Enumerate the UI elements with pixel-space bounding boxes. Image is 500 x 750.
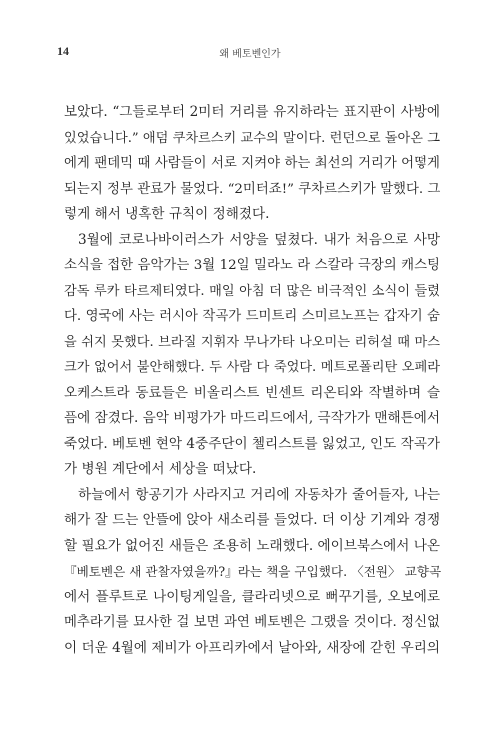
text-line: 이 더운 4월에 제비가 아프리카에서 날아와, 새장에 갇힌 우리의	[64, 639, 440, 656]
text-line: 해가 잘 드는 안뜰에 앉아 새소리를 들었다. 더 이상 기계와 경쟁	[64, 512, 440, 528]
text-line: 있었습니다.” 애덤 쿠차르스키 교수의 말이다. 런던으로 돌아온 그	[64, 130, 440, 146]
text-line: 픔에 잠겼다. 음악 비평가가 마드리드에서, 극작가가 맨해튼에서	[64, 410, 440, 426]
text-line: 『베토벤은 새 관찰자였을까?』라는 책을 구입했다. 〈전원〉 교향곡	[64, 564, 442, 579]
text-line: 소식을 접한 음악가는 3월 12일 밀라노 라 스칼라 극장의 캐스팅	[64, 258, 440, 273]
text-line: 할 필요가 없어진 새들은 조용히 노래했다. 에이브북스에서 나온	[64, 537, 440, 554]
text-line: 하늘에서 항공기가 사라지고 거리에 자동차가 줄어들자, 나는	[78, 486, 440, 503]
text-line: 에서 플루트로 나이팅게일을, 클라리넷으로 뻐꾸기를, 오보에로	[64, 588, 440, 605]
paragraph-1	[64, 100, 440, 228]
text-line: 3월에 코로나바이러스가 서양을 덮쳤다. 내가 처음으로 사망	[78, 231, 440, 248]
text-line: 보았다. “그들로부터 2미터 거리를 유지하라는 표지판이 사방에	[64, 104, 440, 120]
text-line: 감독 루카 타르제티였다. 매일 아침 더 많은 비극적인 소식이 들렸	[64, 283, 440, 299]
paragraph-2	[64, 228, 440, 483]
text-line: 가 병원 계단에서 세상을 떠났다.	[64, 461, 257, 477]
body-text	[64, 100, 440, 661]
text-line: 메추라기를 묘사한 걸 보면 과연 베토벤은 그랬을 것이다. 정신없	[64, 615, 440, 630]
text-line: 을 쉬지 못했다. 브라질 지휘자 무나가타 나오미는 리허설 때 마스	[64, 334, 440, 350]
paragraph-3	[64, 483, 440, 662]
text-line: 오케스트라 동료들은 비올리스트 빈센트 리온티와 작별하며 슬	[64, 384, 440, 401]
page-header	[57, 44, 443, 64]
running-title: 왜 베토벤인가	[219, 49, 281, 60]
page-number: 14	[57, 44, 69, 58]
text-line: 죽었다. 베토벤 현악 4중주단이 첼리스트를 잃었고, 인도 작곡가	[64, 435, 440, 452]
text-line: 에게 팬데믹 때 사람들이 서로 지켜야 하는 최선의 거리가 어떻게	[64, 156, 440, 171]
text-line: 되는지 정부 관료가 물었다. “2미터죠!” 쿠차르스키가 말했다. 그	[64, 181, 441, 197]
text-line: 크가 없어서 불안해했다. 두 사람 다 죽었다. 메트로폴리탄 오페라	[64, 360, 440, 375]
text-line: 렇게 해서 냉혹한 규칙이 정해졌다.	[64, 206, 270, 222]
text-line: 다. 영국에 사는 러시아 작곡가 드미트리 스미르노프는 갑자기 숨	[64, 309, 440, 324]
